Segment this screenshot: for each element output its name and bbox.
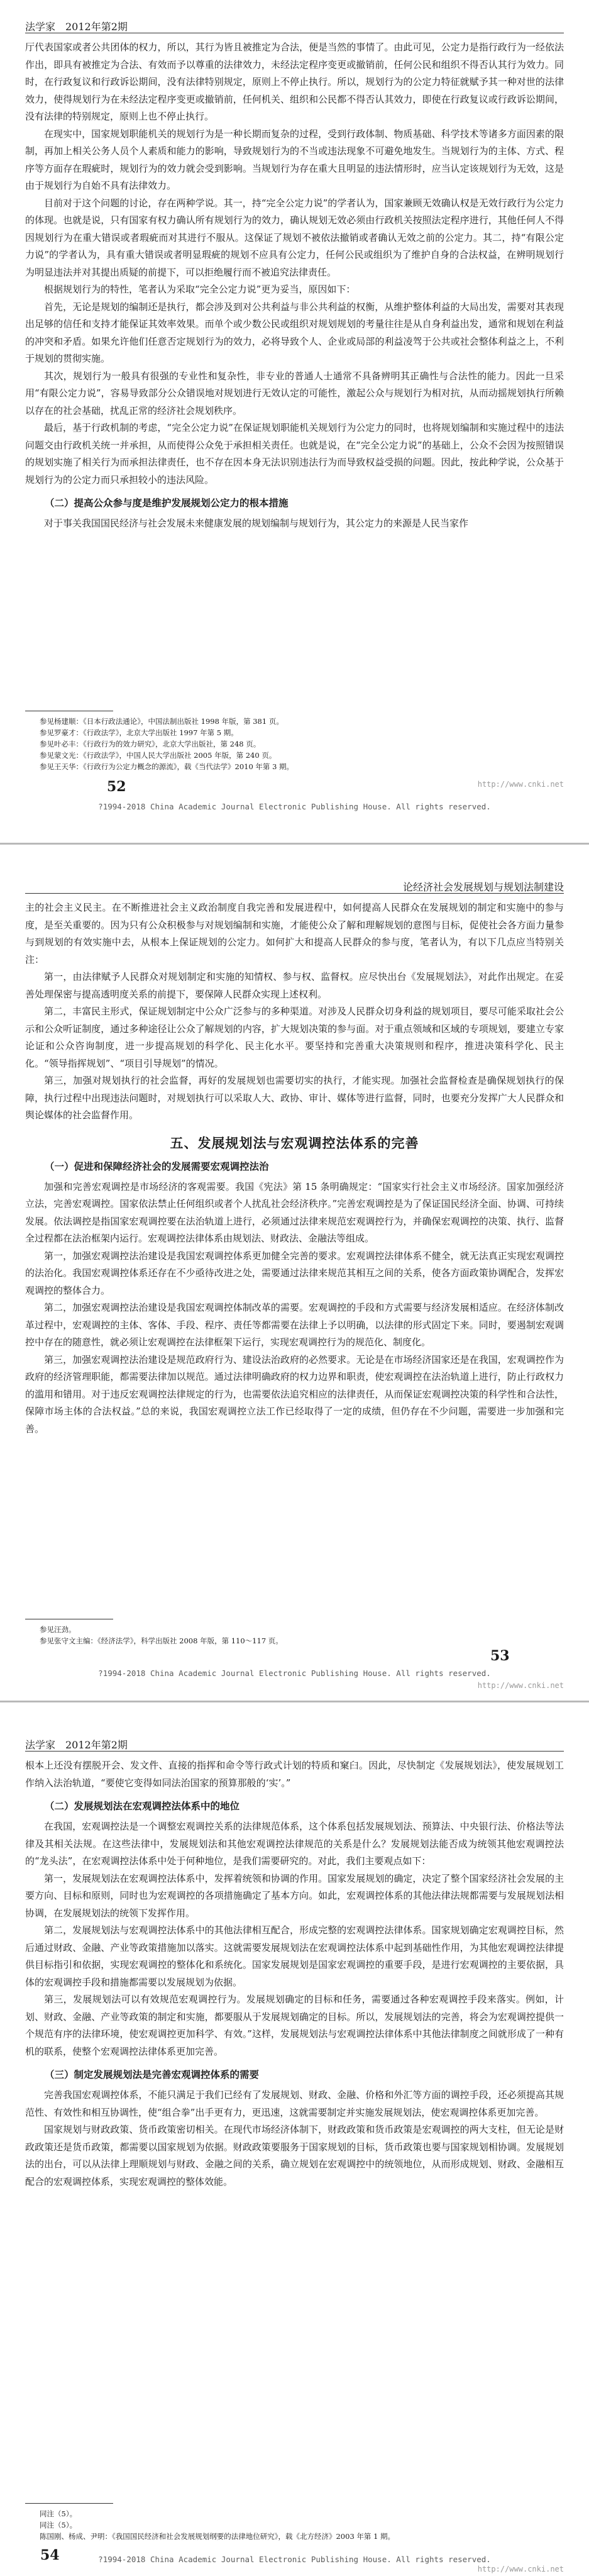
paragraph: 主的社会主义民主。在不断推进社会主义政治制度自我完善和发展进程中，如何提高人民群众在发展规划的制定和实施中的参与度，是至关重要的。因为只有公众积极参与对规划编制和实施，才能使公众了解和理解规划的意图与目标，促使社会各方面力量参与到规划的有效实施中去，从根本上保证规划的公定力。如何扩大和提高人民群众的参与度，笔者认为，有以下几点应当特别关注： [25, 902, 564, 965]
footnote: 参见王天华：《行政行为公定力概念的源流》，载《当代法学》2010 年第 3 期。 [40, 762, 294, 771]
footnote: 参见汪劲。 [40, 1625, 76, 1634]
footnote: 同注（5）。 [40, 2521, 77, 2529]
paragraph: 第一，由法律赋予人民群众对规划制定和实施的知情权、参与权、监督权。应尽快出台《发展规划法》，对此作出规定。在妥善处理保密与提高透明度关系的前提下，要保障人民群众实现上述权利。 [25, 971, 564, 1000]
watermark-url: http://www.cnki.net [477, 780, 564, 789]
footnote: 同注（5）。 [40, 2509, 77, 2518]
journal-issue-label: 法学家 2012年第2期 [25, 1739, 128, 1751]
paragraph: 第三，加强对规划执行的社会监督，再好的发展规划也需要切实的执行，才能实现。加强社会监督检查是确保规划执行的保障，执行过程中出现违法问题时，对规划执行可以采取人大、政协、审计、媒体等进行监督，同时，也要充分发挥广大人民群众和舆论媒体的社会监督作用。 [25, 1075, 564, 1121]
article-title-label: 论经济社会发展规划与规划法制建设 [402, 881, 564, 893]
paragraph: 国家规划与财政政策、货币政策密切相关。在现代市场经济体制下，财政政策和货币政策是宏观调控的两大支柱，但无论是财政政策还是货币政策，都需要以国家规划为依据。财政政策要服务于国家规划的目标，货币政策也要与国家规划相协调。发展规划法的出台，可以从法律上理顺规划与财政、金融之间的关系，确立规划在宏观调控中的统领地位，从而形成规划、财政、金融相互配合的宏观调控体系，实现宏观调控的整体效能。 [25, 2124, 564, 2187]
paragraph: 第三，发展规划法可以有效规范宏观调控行为。发展规划确定的目标和任务，需要通过各种宏观调控手段来落实。例如，计划、财政、金融、产业等政策的制定和实施，都要服从于发展规划确定的目标。所以，发展规划法的完善，将会为宏观调控提供一个规范有序的法律环境，使宏观调控更加科学、有效。”这样，发展规划法与宏观调控法律体系中其他法律制度之间就形成了一种有机的联系，使整个宏观调控法律体系更加完善。 [25, 1994, 564, 2057]
footnotes [25, 1624, 564, 1646]
paragraph: 其次，规划行为一般具有很强的专业性和复杂性，非专业的普通人士通常不具备辨明其正确性与合法性的能力。因此一旦采用“有限公定力说”，容易导致部分公众错误地对规划进行无效认定的可能性，激起公众与规划行为相对抗，从而动摇规划执行所赖以存在的社会基础，扰乱正常的经济社会规划秩序。 [25, 370, 564, 416]
subsection-heading: （一）促进和保障经济社会的发展需要宏观调控法治 [45, 1160, 269, 1172]
footnote: 参见叶必丰：《行政行为的效力研究》，北京大学出版社，第 248 页。 [40, 740, 261, 748]
page-number: 53 [490, 1648, 510, 1664]
subsection-heading: （二）提高公众参与度是维护发展规划公定力的根本措施 [45, 497, 289, 509]
journal-page-52 [0, 0, 589, 860]
copyright-footer: ?1994-2018 China Academic Journal Electronic Publishing House. All rights reserved. [98, 1668, 491, 1678]
running-header [25, 19, 564, 33]
paragraph: 根本上还没有摆脱开会、发文件、直接的指挥和命令等行政式计划的特质和窠臼。因此，尽快制定《发展规划法》，使发展规划工作纳入法治轨道，“要使它变得如同法治国家的预算那般的‘实’。” [25, 1760, 564, 1789]
footnote: 参见罗豪才：《行政法学》，北京大学出版社 1997 年第 5 期。 [40, 728, 238, 737]
section-heading: 五、发展规划法与宏观调控法体系的完善 [170, 1135, 419, 1151]
page-number: 52 [107, 779, 126, 795]
page-number: 54 [40, 2547, 60, 2563]
page-divider [0, 1701, 589, 1702]
subsection-heading: （三）制定发展规划法是完善宏观调控体系的需要 [45, 2069, 260, 2080]
watermark-url: http://www.cnki.net [477, 2565, 564, 2573]
paragraph: 厅代表国家或者公共团体的权力，所以，其行为皆且被推定为合法，便是当然的事情了。由此可见，公定力是指行政行为一经依法作出，即具有被推定为合法、有效而予以尊重的法律效力，未经法定程序变更或撤销前，任何公民和组织不得否认其行为效力。同时，在行政复议和行政诉讼期间，没有法律特别规定，原则上不停止执行。所以，规划行为的公定力特征就赋予其一种对世的法律效力，使得规划行为在未经法定程序变更或撤销前，任何机关、组织和公民都不得否认其效力，即使在行政复议或行政诉讼期间，没有法律的特别规定，原则上也不停止执行。 [25, 42, 564, 122]
paragraph: 第一，发展规划法在宏观调控法体系中，发挥着统领和协调的作用。国家发展规划的确定，决定了整个国家经济社会发展的主要方向、目标和原则，同时也为宏观调控的各项措施确定了基本方向。如此，宏观调控体系的其他法律法规都需要与发展规划法相协调，在发展规划法的统领下发挥作用。 [25, 1872, 564, 1919]
copyright-footer: ?1994-2018 China Academic Journal Electronic Publishing House. All rights reserved. [98, 802, 491, 811]
paragraph: 对于事关我国国民经济与社会发展未来健康发展的规划编制与规划行为，其公定力的来源是人民当家作 [44, 518, 469, 529]
paragraph: 加强和完善宏观调控是市场经济的客观需要。我国《宪法》第 15 条明确规定：“国家实行社会主义市场经济。国家加强经济立法，完善宏观调控。国家依法禁止任何组织或者个人扰乱社会经济秩序。”完善宏观调控是为了保证国民经济全面、协调、可持续发展。依法调控是指国家宏观调控要在法治轨道上进行，必须通过法律来规范宏观调控行为，并确保宏观调控的决策、执行、监督全过程都在法治框架内运行。宏观调控法律体系由规划法、财政法、金融法等组成。 [25, 1180, 564, 1244]
page-body [25, 39, 564, 533]
paragraph: 在现实中，国家规划职能机关的规划行为是一种长期而复杂的过程，受到行政体制、物质基础、科学技术等诸多方面因素的限制，再加上相关公务人员个人素质和能力的影响，导致规划行为的不当或违法现象不可避免地发生。当规划行为的主体、方式、程序等方面存在瑕疵时，规划行为的效力就会受到影响。当规划行为存在重大且明显的违法情形时，应当认定该规划行为无效，这是由于规划行为自始不具有法律效力。 [25, 128, 564, 191]
journal-page-54 [0, 1718, 589, 2576]
paragraph: 在我国，宏观调控法是一个调整宏观调控关系的法律规范体系，这个体系包括发展规划法、预算法、中央银行法、价格法等法律及其相关法规。在这些法律中，发展规划法和其他宏观调控法律规范的关系是什么？发展规划法能否成为统领其他宏观调控法的“龙头法”，在宏观调控法体系中处于何种地位，是我们需要研究的。对此，我们主要观点如下： [25, 1821, 564, 1867]
footnote: 参见杨建顺：《日本行政法通论》，中国法制出版社 1998 年版，第 381 页。 [40, 717, 283, 726]
paragraph: 目前对于这个问题的讨论，存在两种学说。其一，持“完全公定力说”的学者认为，国家兼顾无效确认权是无效行政行为公定力的体现。也就是说，只有国家有权力确认所有规划行为的效力，确认规划无效必须由行政机关按照法定程序进行，其他任何人不得因规划行为在重大错误或者瑕疵而对其进行不服从。这保证了规划不被依法撤销或者确认无效之前的公定力。其二，持“有限公定力说”的学者认为，具有重大错误或者明显瑕疵的规划不应具有公定力，任何公民或组织为了维护自身的合法权益，在辨明规划行为明显违法并对其提出质疑的前提下，可以拒绝履行而不被追究法律责任。 [25, 197, 564, 278]
paragraph: 第一，加强宏观调控法治建设是我国宏观调控体系更加健全完善的要求。宏观调控法律体系不健全，就无法真正实现宏观调控的法治化。我国宏观调控体系还存在不少亟待改进之处，需要通过法律来规范其相互之间的关系，使各方面政策协调配合，发挥宏观调控的整体合力。 [25, 1250, 564, 1296]
page-body [25, 899, 564, 1438]
paragraph: 第二，发展规划法与宏观调控法体系中的其他法律相互配合，形成完整的宏观调控法律体系。国家规划确定宏观调控目标，然后通过财政、金融、产业等政策措施加以落实。这就需要发展规划法在宏观调控法体系中起到基础性作用，为其他宏观调控法律提供目标指引和依据，实现宏观调控的整体化和系统化。国家发展规划是国家宏观调控的重要手段，是进行宏观调控的主要依据，具体的宏观调控手段和措施都需要以发展规划为依据。 [25, 1924, 564, 1988]
journal-issue-label: 法学家 2012年第2期 [25, 21, 128, 33]
copyright-footer: ?1994-2018 China Academic Journal Electronic Publishing House. All rights reserved. [98, 2555, 491, 2564]
paragraph: 第二，加强宏观调控法治建设是我国宏观调控体制改革的需要。宏观调控的手段和方式需要与经济发展相适应。在经济体制改革过程中，宏观调控的主体、客体、手段、程序、责任等都需要在法律上予以明确，以法律的形式固定下来。同时，要遏制宏观调控中存在的随意性，就必须让宏观调控在法律框架下运行，实现宏观调控行为的规范化、制度化。 [25, 1302, 564, 1348]
running-header [25, 1737, 564, 1752]
paragraph: 首先，无论是规划的编制还是执行，都会涉及到对公共利益与非公共利益的权衡，从维护整体利益的大局出发，需要对其表现出足够的信任和支持才能保证其效率效果。而单个或少数公民或组织对规划规划的考量往往是从自身利益出发，通常和规划在利益的冲突和矛盾。如果允许他们任意否定规划行为的效力，必将导致个人、企业或局部的利益凌驾于公共或社会整体利益之上，不利于规划的贯彻实施。 [25, 301, 564, 364]
page-body [25, 1757, 564, 2190]
footnote: 参见张守文主编：《经济法学》，科学出版社 2008 年版，第 110～117 页。 [40, 1636, 283, 1645]
journal-page-53 [0, 860, 589, 1718]
paragraph: 第三，加强宏观调控法治建设是规范政府行为、建设法治政府的必然要求。无论是在市场经济国家还是在我国，宏观调控作为政府的经济管理职能，都需要法律加以规范。通过法律明确政府的权力边界和职责，使宏观调控在法治轨道上进行，防止行政权力的滥用和错用。对于违反宏观调控法律规定的行为，也需要依法追究相应的法律责任，从而保证宏观调控决策的科学性和合法性，保障市场主体的合法权益。”总的来说，我国宏观调控立法工作已经取得了一定的成绩，但仍存在不少问题，需要进一步加强和完善。 [25, 1353, 564, 1435]
paragraph: 第二，丰富民主形式，保证规划制定中公众广泛参与的多种渠道。对涉及人民群众切身利益的规划项目，要尽可能采取社会公示和公众听证制度，通过多种途径让公众了解规划的内容，扩大规划决策的参与面。对于重点领域和区域的专项规划，要建立专家论证和公众咨询制度，进一步提高规划的科学化、民主化水平。要坚持和完善重大决策规则和程序，推进决策科学化、民主化。“领导指挥规划”、“项目引导规划”的情况。 [25, 1006, 564, 1069]
footnotes [25, 2508, 564, 2542]
footnote: 参见蒙文光：《行政法学》，中国人民大学出版社 2005 年版，第 240 页。 [40, 751, 277, 760]
paragraph: 根据规划行为的特性，笔者认为采取“完全公定力说”更为妥当，原因如下： [44, 284, 356, 295]
footnote: 陈国刚、杨成、尹明：《我国国民经济和社会发展规划纲要的法律地位研究》，载《北方经济》2003 年第 1 期。 [40, 2532, 395, 2541]
paragraph: 完善我国宏观调控体系，不能只满足于我们已经有了发展规划、财政、金融、价格和外汇等方面的调控手段，还必须提高其规范性、有效性和相互协调性，使“组合拳”出手更有力，更迅速，这就需要制定并实施发展规划法，使宏观调控体系更加完善。 [25, 2089, 564, 2118]
subsection-heading: （二）发展规划法在宏观调控法体系中的地位 [45, 1801, 240, 1812]
paragraph: 最后，基于行政机制的考虑，“完全公定力说”在保证规划职能机关规划行为公定力的同时，也将规划编制和实施过程中的违法问题交由行政机关统一并承担，从而使得公众免于承担相关责任。也就是说，在“完全公定力说”的基础上，公众不会因为按照错误的规划实施了相关行为而承担法律责任，也不存在因本身无法识别违法行为而导致权益受损的问题。因此，按此种学说，公众基于规划行为的公定力而只承担较小的违法风险。 [25, 422, 564, 486]
footnotes [25, 716, 564, 772]
page-divider [0, 843, 589, 845]
footnote-separator [25, 2503, 113, 2504]
running-header [25, 879, 564, 894]
watermark-url: http://www.cnki.net [477, 1681, 564, 1690]
